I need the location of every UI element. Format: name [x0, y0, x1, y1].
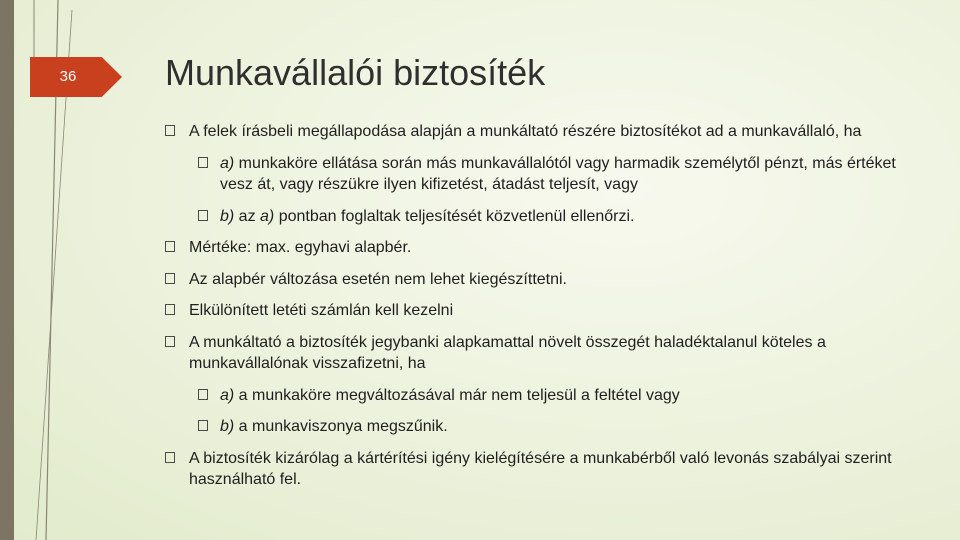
square-bullet-icon — [165, 273, 175, 284]
item-text: munkaköre ellátása során más munkavállalótól vagy harmadik személytől pénzt, más értéket vesz át, vagy részükre ilyen kifizetést, átadást teljesít, vagy — [220, 154, 896, 193]
list-item — [163, 300, 923, 322]
list-item — [163, 332, 923, 375]
item-text: Az alapbér változása esetén nem lehet kiegészíttetni. — [189, 270, 567, 288]
square-bullet-icon — [198, 210, 208, 221]
list-item — [163, 416, 923, 438]
item-text: a munkaviszonya megszűnik. — [234, 418, 448, 435]
list-item — [163, 206, 923, 228]
list-item — [163, 269, 923, 291]
item-text: Mértéke: max. egyhavi alapbér. — [189, 239, 412, 256]
list-item — [163, 448, 923, 491]
square-bullet-icon — [165, 304, 175, 315]
item-prefix: b) — [220, 418, 235, 435]
item-text: a munkaköre megváltozásával már nem teljesül a feltétel vagy — [234, 386, 680, 404]
bullet-list — [163, 121, 923, 501]
slide-title: Munkavállalói biztosíték — [165, 52, 546, 93]
item-ref: a) — [260, 207, 275, 225]
item-text: Elkülönített letéti számlán kell kezelni — [189, 302, 454, 319]
item-text: pontban foglaltak teljesítését közvetlenül ellenőrzi. — [274, 207, 635, 225]
item-text-mid: az — [234, 207, 261, 225]
item-prefix: a) — [220, 154, 235, 172]
square-bullet-icon — [165, 125, 175, 136]
item-text: A biztosíték kizárólag a kártérítési igény kielégítésére a munkabérből való levonás szabályai szerint használható fel. — [189, 449, 892, 488]
slide-number: 36 — [59, 68, 77, 85]
list-item — [163, 385, 923, 407]
square-bullet-icon — [165, 452, 175, 463]
list-item — [163, 153, 923, 196]
item-prefix: b) — [220, 207, 235, 225]
square-bullet-icon — [198, 420, 208, 431]
list-item — [163, 121, 923, 143]
square-bullet-icon — [165, 241, 175, 252]
square-bullet-icon — [198, 389, 208, 400]
item-text: A munkáltató a biztosíték jegybanki alapkamattal növelt összegét haladéktalanul köteles a munkavállalónak visszafizetni, ha — [189, 333, 826, 372]
square-bullet-icon — [165, 336, 175, 347]
square-bullet-icon — [198, 157, 208, 168]
item-text: A felek írásbeli megállapodása alapján a munkáltató részére biztosítékot ad a munkavállaló, ha — [189, 123, 862, 140]
list-item — [163, 237, 923, 259]
item-prefix: a) — [220, 386, 235, 404]
